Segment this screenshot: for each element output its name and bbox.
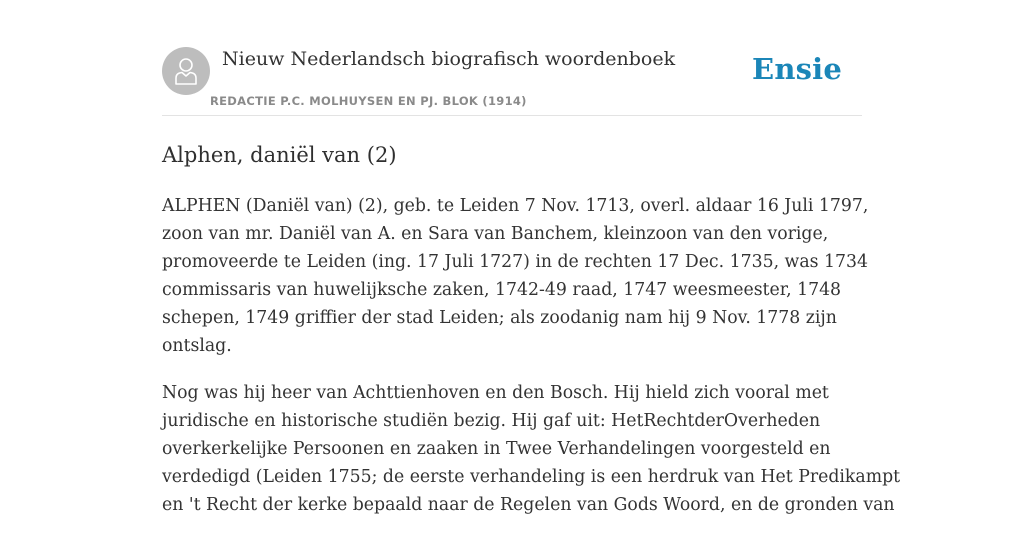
text-line: ontslag. — [162, 336, 232, 356]
editors-credit: REDACTIE P.C. MOLHUYSEN EN PJ. BLOK (1914) — [210, 94, 527, 108]
text-line: Nog was hij heer van Achttienhoven en den Bosch. Hij hield zich vooral met — [162, 383, 829, 403]
text-line: ALPHEN (Daniël van) (2), geb. te Leiden 7 Nov. 1713, overl. aldaar 16 Juli 1797, — [162, 196, 869, 216]
page — [162, 0, 901, 515]
text-line: verdedigd (Leiden 1755; de eerste verhandeling is een herdruk van Het Predikampt — [162, 467, 901, 487]
text-line: overkerkelijke Persoonen en zaaken in Twee Verhandelingen voorgesteld en — [162, 439, 831, 459]
ensie-logo-link[interactable]: Ensie — [752, 52, 842, 86]
user-avatar-icon — [162, 47, 210, 95]
paragraph — [162, 192, 869, 360]
person-outline-icon — [174, 57, 198, 85]
entry-body — [162, 192, 901, 538]
text-line: promoveerde te Leiden (ing. 17 Juli 1727) in de rechten 17 Dec. 1735, was 1734 — [162, 252, 868, 272]
header — [162, 0, 862, 116]
text-line: juridische en historische studiën bezig. Hij gaf uit: HetRechtderOverheden — [162, 411, 821, 431]
book-title[interactable]: Nieuw Nederlandsch biografisch woordenboek — [222, 48, 676, 70]
text-line: schepen, 1749 griffier der stad Leiden; als zoodanig nam hij 9 Nov. 1778 zijn — [162, 308, 837, 328]
text-line: en 't Recht der kerke bepaald naar de Regelen van Gods Woord, en de gronden van — [162, 495, 895, 515]
text-line: zoon van mr. Daniël van A. en Sara van Banchem, kleinzoon van den vorige, — [162, 224, 829, 244]
paragraph — [162, 379, 901, 519]
text-line: commissaris van huwelijksche zaken, 1742-49 raad, 1747 weesmeester, 1748 — [162, 280, 842, 300]
entry-title: Alphen, daniël van (2) — [162, 143, 397, 167]
